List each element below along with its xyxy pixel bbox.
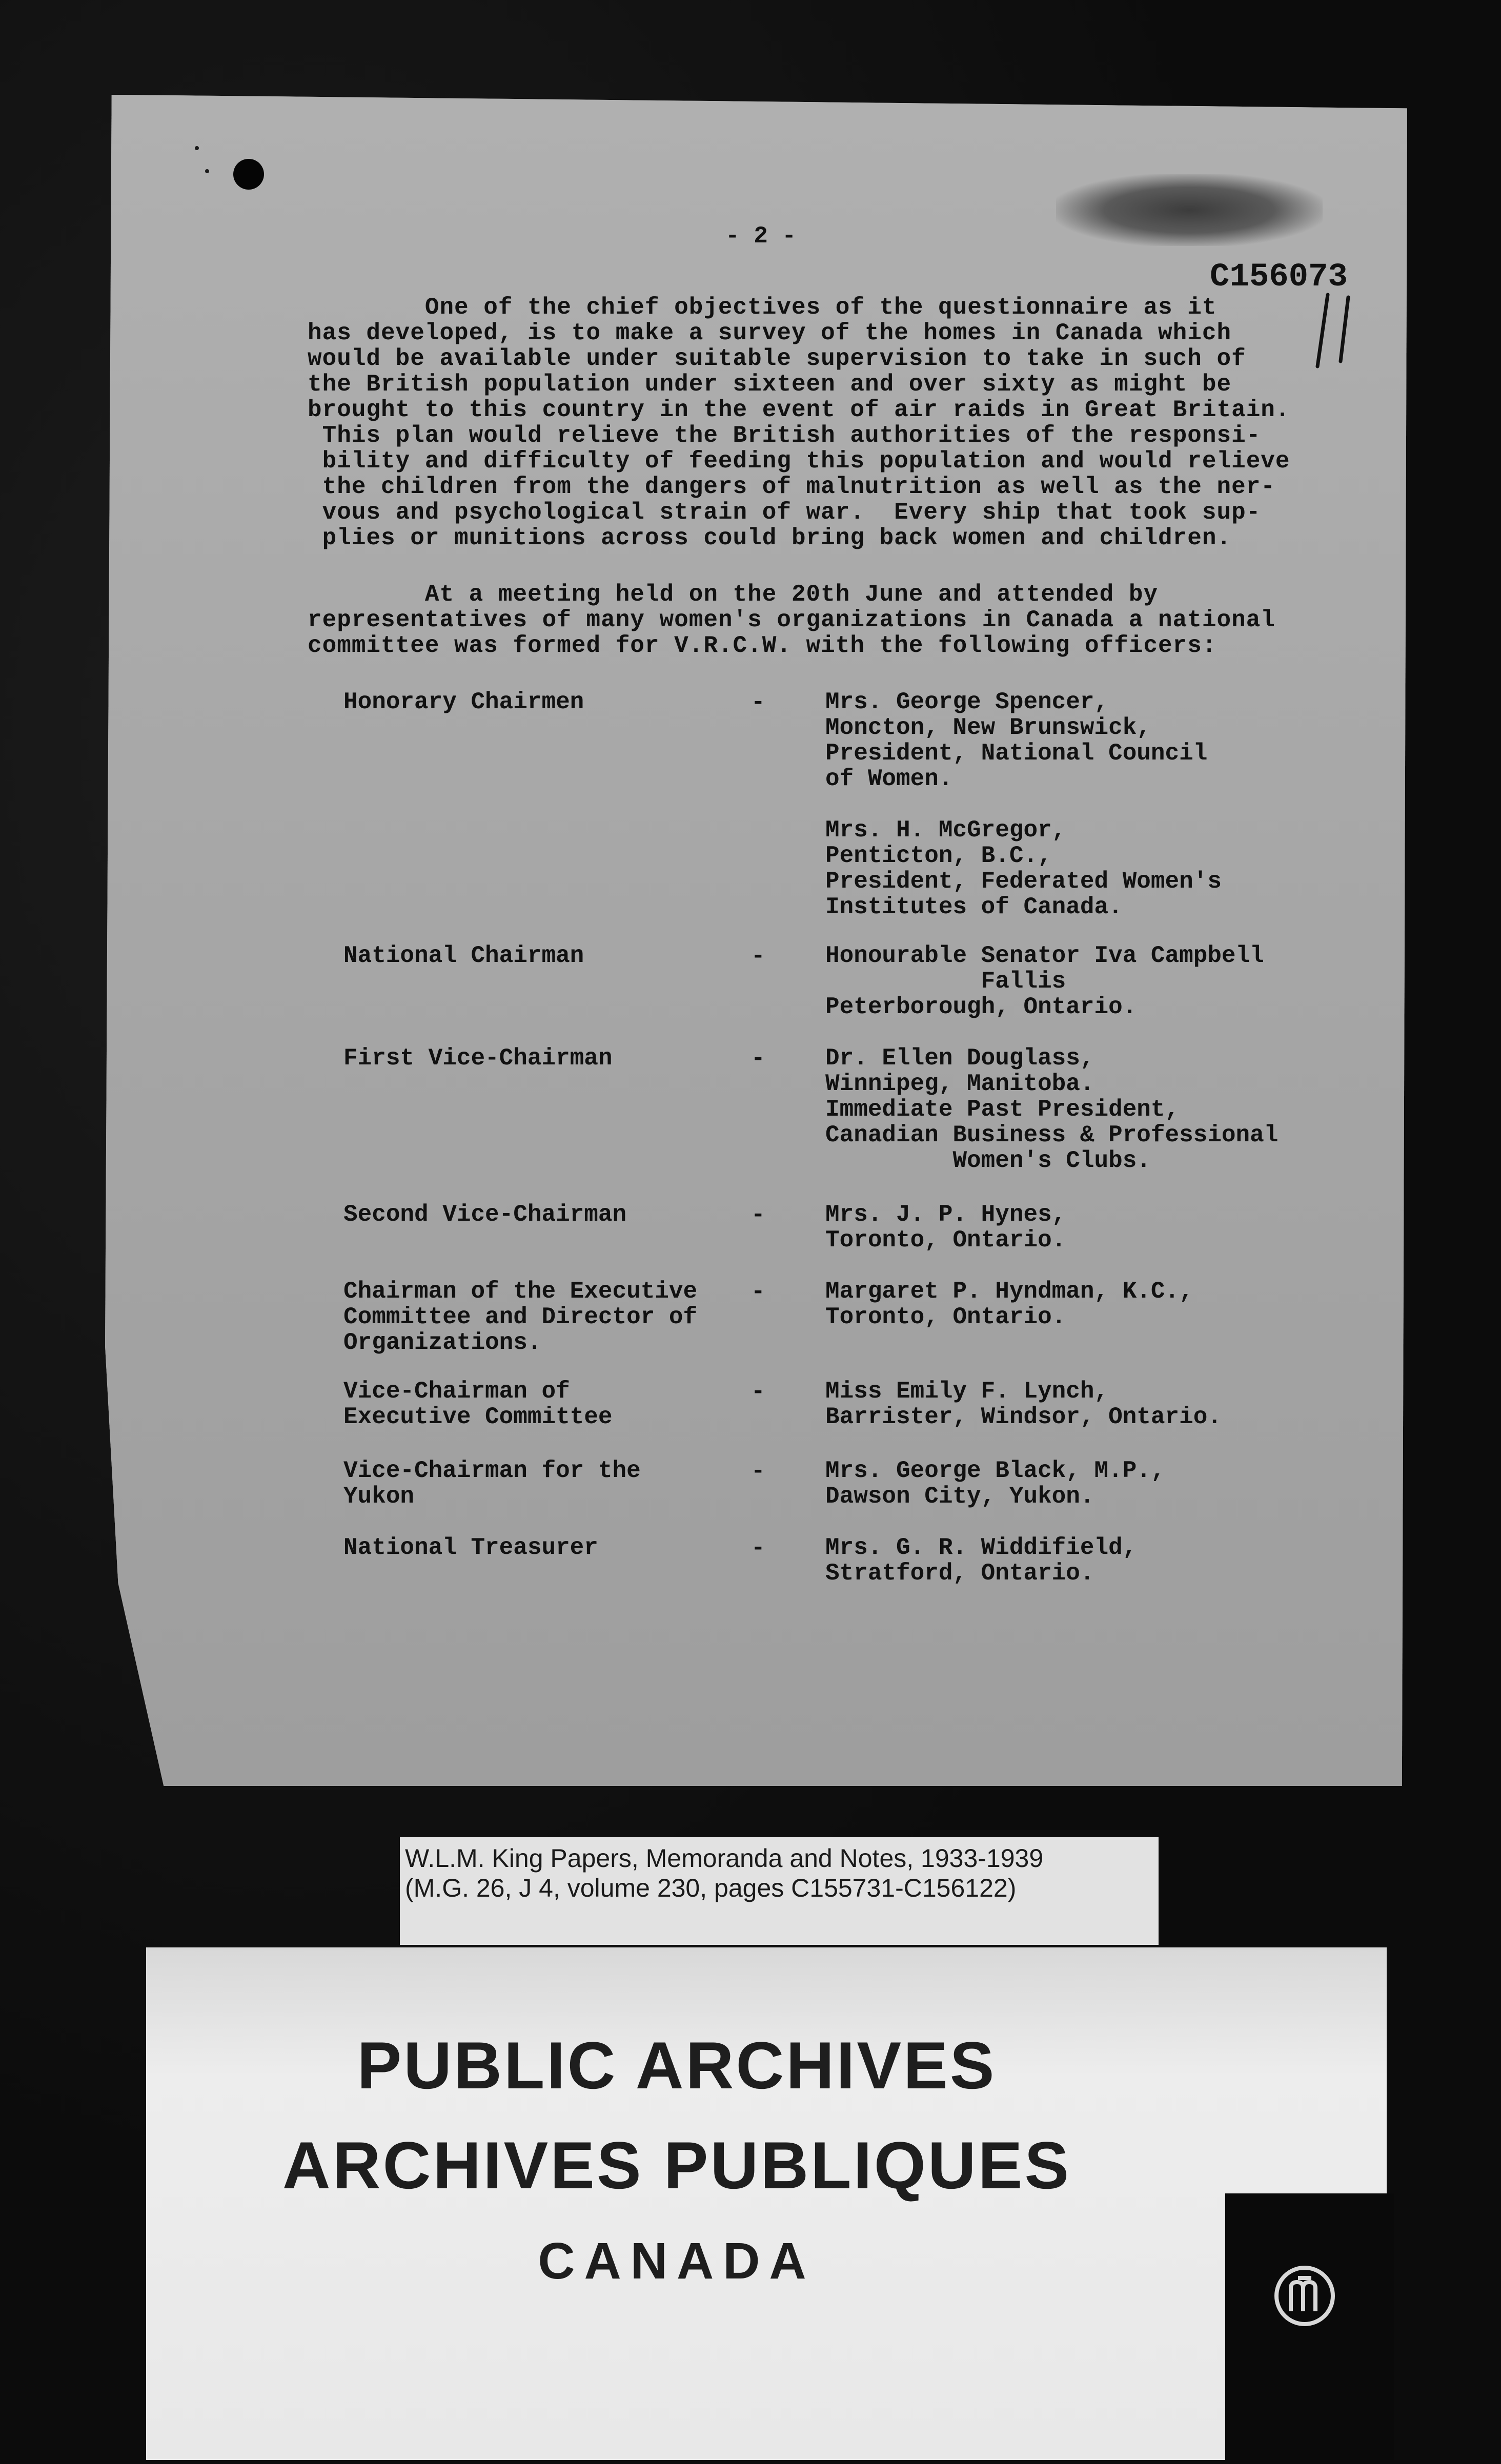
officer-details: Dr. Ellen Douglass, Winnipeg, Manitoba. Immediate Past President, Canadian Business & Professional Women's Clubs. xyxy=(825,1045,1279,1174)
text-line: committee was formed for V.R.C.W. with the following officers: xyxy=(308,632,1217,659)
text-line: has developed, is to make a survey of the homes in Canada which xyxy=(308,320,1232,346)
archive-card xyxy=(146,1947,1387,2460)
source-reference-tag xyxy=(400,1837,1159,1945)
text-line: bility and difficulty of feeding this population and would relieve xyxy=(308,448,1290,475)
archive-title-english: PUBLIC ARCHIVES xyxy=(357,2028,997,2103)
officer-details: Mrs. G. R. Widdifield, Stratford, Ontario. xyxy=(825,1534,1137,1587)
separator-dash: - xyxy=(751,1045,765,1072)
paragraph-meeting xyxy=(308,582,1275,659)
speck xyxy=(195,146,199,150)
smudge-mark xyxy=(1056,174,1323,246)
officer-details: Honourable Senator Iva Campbell Fallis Peterborough, Ontario. xyxy=(825,942,1264,1020)
text-line: representatives of many women's organizations in Canada a national xyxy=(308,607,1275,633)
officer-title: Honorary Chairmen xyxy=(343,689,584,715)
separator-dash: - xyxy=(751,1458,765,1485)
officer-title: Second Vice-Chairman xyxy=(343,1201,627,1228)
separator-dash: - xyxy=(751,943,765,970)
archive-title-french: ARCHIVES PUBLIQUES xyxy=(282,2128,1071,2203)
text-line: brought to this country in the event of air raids in Great Britain. xyxy=(308,397,1290,423)
text-line: the British population under sixteen and over sixty as might be xyxy=(308,371,1232,398)
archive-logo-icon xyxy=(1271,2263,1338,2329)
officer-title: National Treasurer xyxy=(343,1534,598,1561)
separator-dash: - xyxy=(751,1202,765,1228)
speck xyxy=(205,169,209,173)
source-reference-line1: W.L.M. King Papers, Memoranda and Notes, 1933-1939 xyxy=(405,1844,1044,1873)
officer-title: National Chairman xyxy=(343,942,584,969)
paragraph-objectives xyxy=(308,295,1290,551)
separator-dash: - xyxy=(751,1535,765,1562)
officer-details: Mrs. George Spencer, Moncton, New Brunswick, President, National Council of Women. Mrs. H. McGregor, Penticton, B.C., President, Federated Women's Institutes of Canada. xyxy=(825,689,1222,920)
text-line: One of the chief objectives of the questionnaire as it xyxy=(308,294,1217,321)
text-line: This plan would relieve the British authorities of the responsi- xyxy=(308,422,1261,449)
punch-hole xyxy=(233,159,264,190)
text-line: would be available under suitable supervision to take in such of xyxy=(308,345,1246,372)
officer-details: Miss Emily F. Lynch, Barrister, Windsor, Ontario. xyxy=(825,1378,1222,1430)
document-number: C156073 xyxy=(1210,259,1348,296)
text-line: vous and psychological strain of war. Every ship that took sup- xyxy=(308,499,1261,526)
officer-title: Vice-Chairman of Executive Committee xyxy=(343,1378,613,1430)
separator-dash: - xyxy=(751,1379,765,1405)
officer-title: First Vice-Chairman xyxy=(343,1045,613,1072)
text-line: At a meeting held on the 20th June and attended by xyxy=(308,581,1159,608)
officer-details: Mrs. J. P. Hynes, Toronto, Ontario. xyxy=(825,1201,1066,1254)
source-reference-line2: (M.G. 26, J 4, volume 230, pages C155731-C156122) xyxy=(405,1874,1017,1902)
officer-title: Vice-Chairman for the Yukon xyxy=(343,1457,641,1510)
text-line: the children from the dangers of malnutrition as well as the ner- xyxy=(308,474,1275,500)
separator-dash: - xyxy=(751,689,765,716)
handwritten-mark xyxy=(1312,290,1358,372)
officer-details: Margaret P. Hyndman, K.C., Toronto, Ontario. xyxy=(825,1278,1193,1330)
officer-details: Mrs. George Black, M.P., Dawson City, Yukon. xyxy=(825,1457,1165,1510)
separator-dash: - xyxy=(751,1279,765,1305)
archive-country: CANADA xyxy=(538,2232,816,2290)
officer-title: Chairman of the Executive Committee and Director of Organizations. xyxy=(343,1278,698,1356)
text-line: plies or munitions across could bring back women and children. xyxy=(308,525,1232,551)
page-number: - 2 - xyxy=(725,223,797,250)
